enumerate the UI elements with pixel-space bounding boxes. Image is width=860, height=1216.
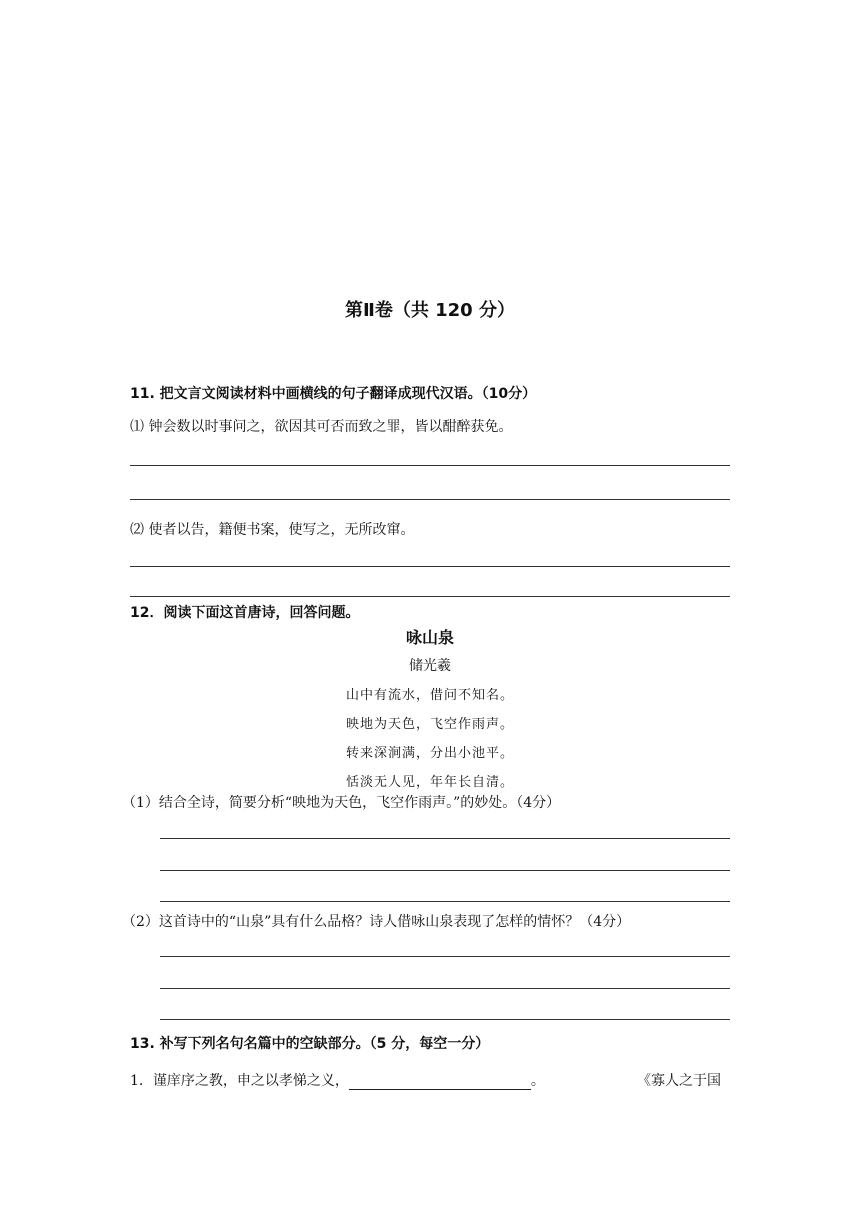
question-11-item-1: ⑴ 钟会数以时事问之，欲因其可否而致之罪，皆以酣醉获免。 <box>130 419 513 435</box>
answer-line <box>130 499 730 500</box>
answer-line <box>160 870 730 871</box>
poem-line: 山中有流水，借问不知名。 <box>345 688 514 703</box>
poem-author: 储光羲 <box>409 658 451 674</box>
answer-line <box>160 956 730 957</box>
question-11-heading: 11. 把文言文阅读材料中画横线的句子翻译成现代汉语。（10分） <box>130 386 537 402</box>
poem-line: 转来深涧满，分出小池平。 <box>345 746 514 761</box>
poem-title: 咏山泉 <box>405 628 454 647</box>
fill-prefix: 1．谨庠序之教，申之以孝悌之义， <box>130 1073 349 1089</box>
answer-line <box>130 465 730 466</box>
answer-line <box>130 566 730 567</box>
question-12-sub-1: （1）结合全诗，简要分析“映地为天色，飞空作雨声。”的妙处。（4分） <box>122 795 561 811</box>
section-title: 第Ⅱ卷（共 120 分） <box>345 300 515 321</box>
source-citation: 《寡人之于国 <box>637 1073 721 1089</box>
question-13-item-1 <box>130 1070 545 1090</box>
question-13-heading: 13. 补写下列名句名篇中的空缺部分。（5 分，每空一分） <box>130 1036 490 1052</box>
question-12-sub-2: （2）这首诗中的“山泉”具有什么品格？诗人借咏山泉表现了怎样的情怀？（4分） <box>122 914 631 930</box>
fill-blank[interactable] <box>349 1074 531 1090</box>
answer-line <box>160 901 730 902</box>
answer-line <box>160 988 730 989</box>
fill-suffix: 。 <box>530 1073 545 1089</box>
answer-line <box>160 1019 730 1020</box>
question-12-heading: 12．阅读下面这首唐诗，回答问题。 <box>130 605 360 621</box>
question-11-item-2: ⑵ 使者以告，籍便书案，使写之，无所改窜。 <box>130 522 415 538</box>
poem-line: 映地为天色，飞空作雨声。 <box>345 717 514 732</box>
poem-line: 恬淡无人见，年年长自清。 <box>345 775 514 790</box>
answer-line <box>130 596 730 597</box>
answer-line <box>160 838 730 839</box>
